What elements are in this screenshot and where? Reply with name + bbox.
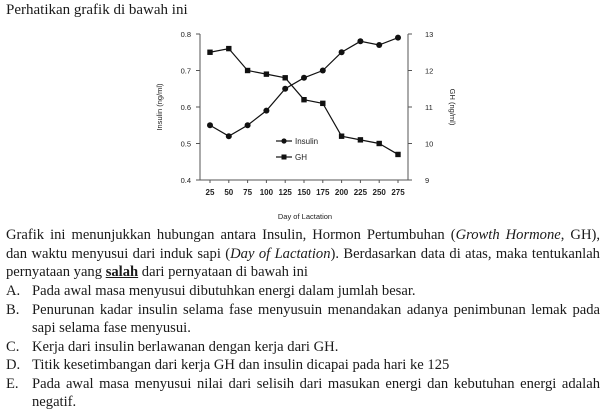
left-tick-label: 0.4 [180,176,191,185]
gh-data-point [395,152,400,157]
option-d-letter: D. [6,357,21,373]
option-a[interactable] [6,282,600,301]
gh-data-point [245,68,250,73]
desc-part-2: , GH), dan waktu menyusui dari induk sapi ( [6,227,600,262]
x-tick-label: 275 [391,188,405,197]
option-c-text: Kerja dari insulin berlawanan dengan kerja dari GH. [32,338,339,355]
left-axis-label: Insulin (ng/ml) [155,83,164,131]
right-tick-label: 10 [425,139,434,149]
right-tick-label: 9 [425,176,430,185]
desc-italic-day-of-lactation: Day of Lactation [230,245,331,262]
option-b-letter: B. [6,301,20,318]
answer-options [6,282,600,412]
right-axis-label: GH (ng/ml) [448,88,457,126]
option-e-text: Pada awal masa menyusui nilai dari selisih dari masukan energi dan kebutuhan energi adalah negatif. [32,375,600,410]
insulin-data-point [357,38,363,44]
insulin-data-point [320,68,326,74]
question-description [6,226,600,282]
insulin-data-point [282,86,288,92]
gh-data-point [283,75,288,80]
insulin-series-line [210,38,398,137]
right-tick-label: 12 [425,66,434,76]
left-tick-label: 0.6 [180,103,191,112]
x-tick-label: 75 [243,188,253,197]
x-tick-label: 100 [259,188,274,197]
option-c[interactable] [6,338,600,357]
legend-insulin-marker [281,138,286,143]
option-a-letter: A. [6,283,21,299]
gh-data-point [226,46,231,51]
right-tick-label: 11 [425,103,433,112]
option-d[interactable] [6,356,600,375]
gh-data-point [301,97,306,102]
chart-axes [155,30,457,221]
desc-part-3: ). Berdasarkan data di atas, maka tentukanlah pernyataan yang [6,245,600,280]
insulin-data-point [207,122,213,128]
x-tick-label: 25 [205,188,215,197]
insulin-data-point [245,122,251,128]
question-intro: Perhatikan grafik di bawah ini [6,2,188,18]
x-tick-label: 50 [224,188,234,197]
x-tick-label: 250 [372,188,386,197]
legend-gh-label: GH [295,153,307,162]
gh-data-point [358,137,363,142]
left-tick-label: 0.5 [180,139,191,149]
gh-data-point [207,50,212,55]
left-tick-label: 0.7 [180,66,191,76]
insulin-data-point [226,133,232,139]
desc-italic-growth-hormone: Growth Hormone [455,227,561,243]
desc-part-1: Grafik ini menunjukkan hubungan antara Insulin, Hormon Pertumbuhan ( [6,227,456,243]
right-tick-label: 13 [425,30,434,39]
gh-data-point [339,134,344,139]
x-tick-label: 175 [316,188,330,197]
x-tick-label: 125 [278,188,292,197]
gh-data-point [377,141,382,146]
x-tick-label: 200 [334,188,349,197]
legend-insulin-label: Insulin [295,137,319,146]
x-axis-label: Day of Lactation [277,212,333,221]
option-e[interactable] [6,375,600,412]
option-a-text: Pada awal masa menyusui dibutuhkan energi dalam jumlah besar. [32,283,416,299]
insulin-data-point [395,35,401,41]
chart-legend [276,137,318,162]
desc-bold-salah: salah [105,264,139,280]
x-tick-label: 225 [353,188,368,197]
desc-part-4: dari pernyataan di bawah ini [138,264,308,280]
insulin-data-point [339,49,345,55]
gh-data-point [264,71,269,76]
gh-data-point [320,101,325,106]
option-c-letter: C. [6,338,20,355]
option-b[interactable] [6,301,600,338]
insulin-data-point [301,75,307,81]
option-e-letter: E. [6,375,19,392]
x-tick-label: 150 [297,188,311,197]
option-d-text: Titik kesetimbangan dari kerja GH dan insulin dicapai pada hari ke 125 [32,357,450,373]
option-b-text: Penurunan kadar insulin selama fase menyusuin menandakan adanya penimbunan lemak pada sapi selama fase menyusui. [32,301,600,336]
insulin-data-point [376,42,382,48]
legend-gh-marker [282,155,287,160]
insulin-data-point [263,108,269,114]
left-tick-label: 0.8 [180,30,191,39]
